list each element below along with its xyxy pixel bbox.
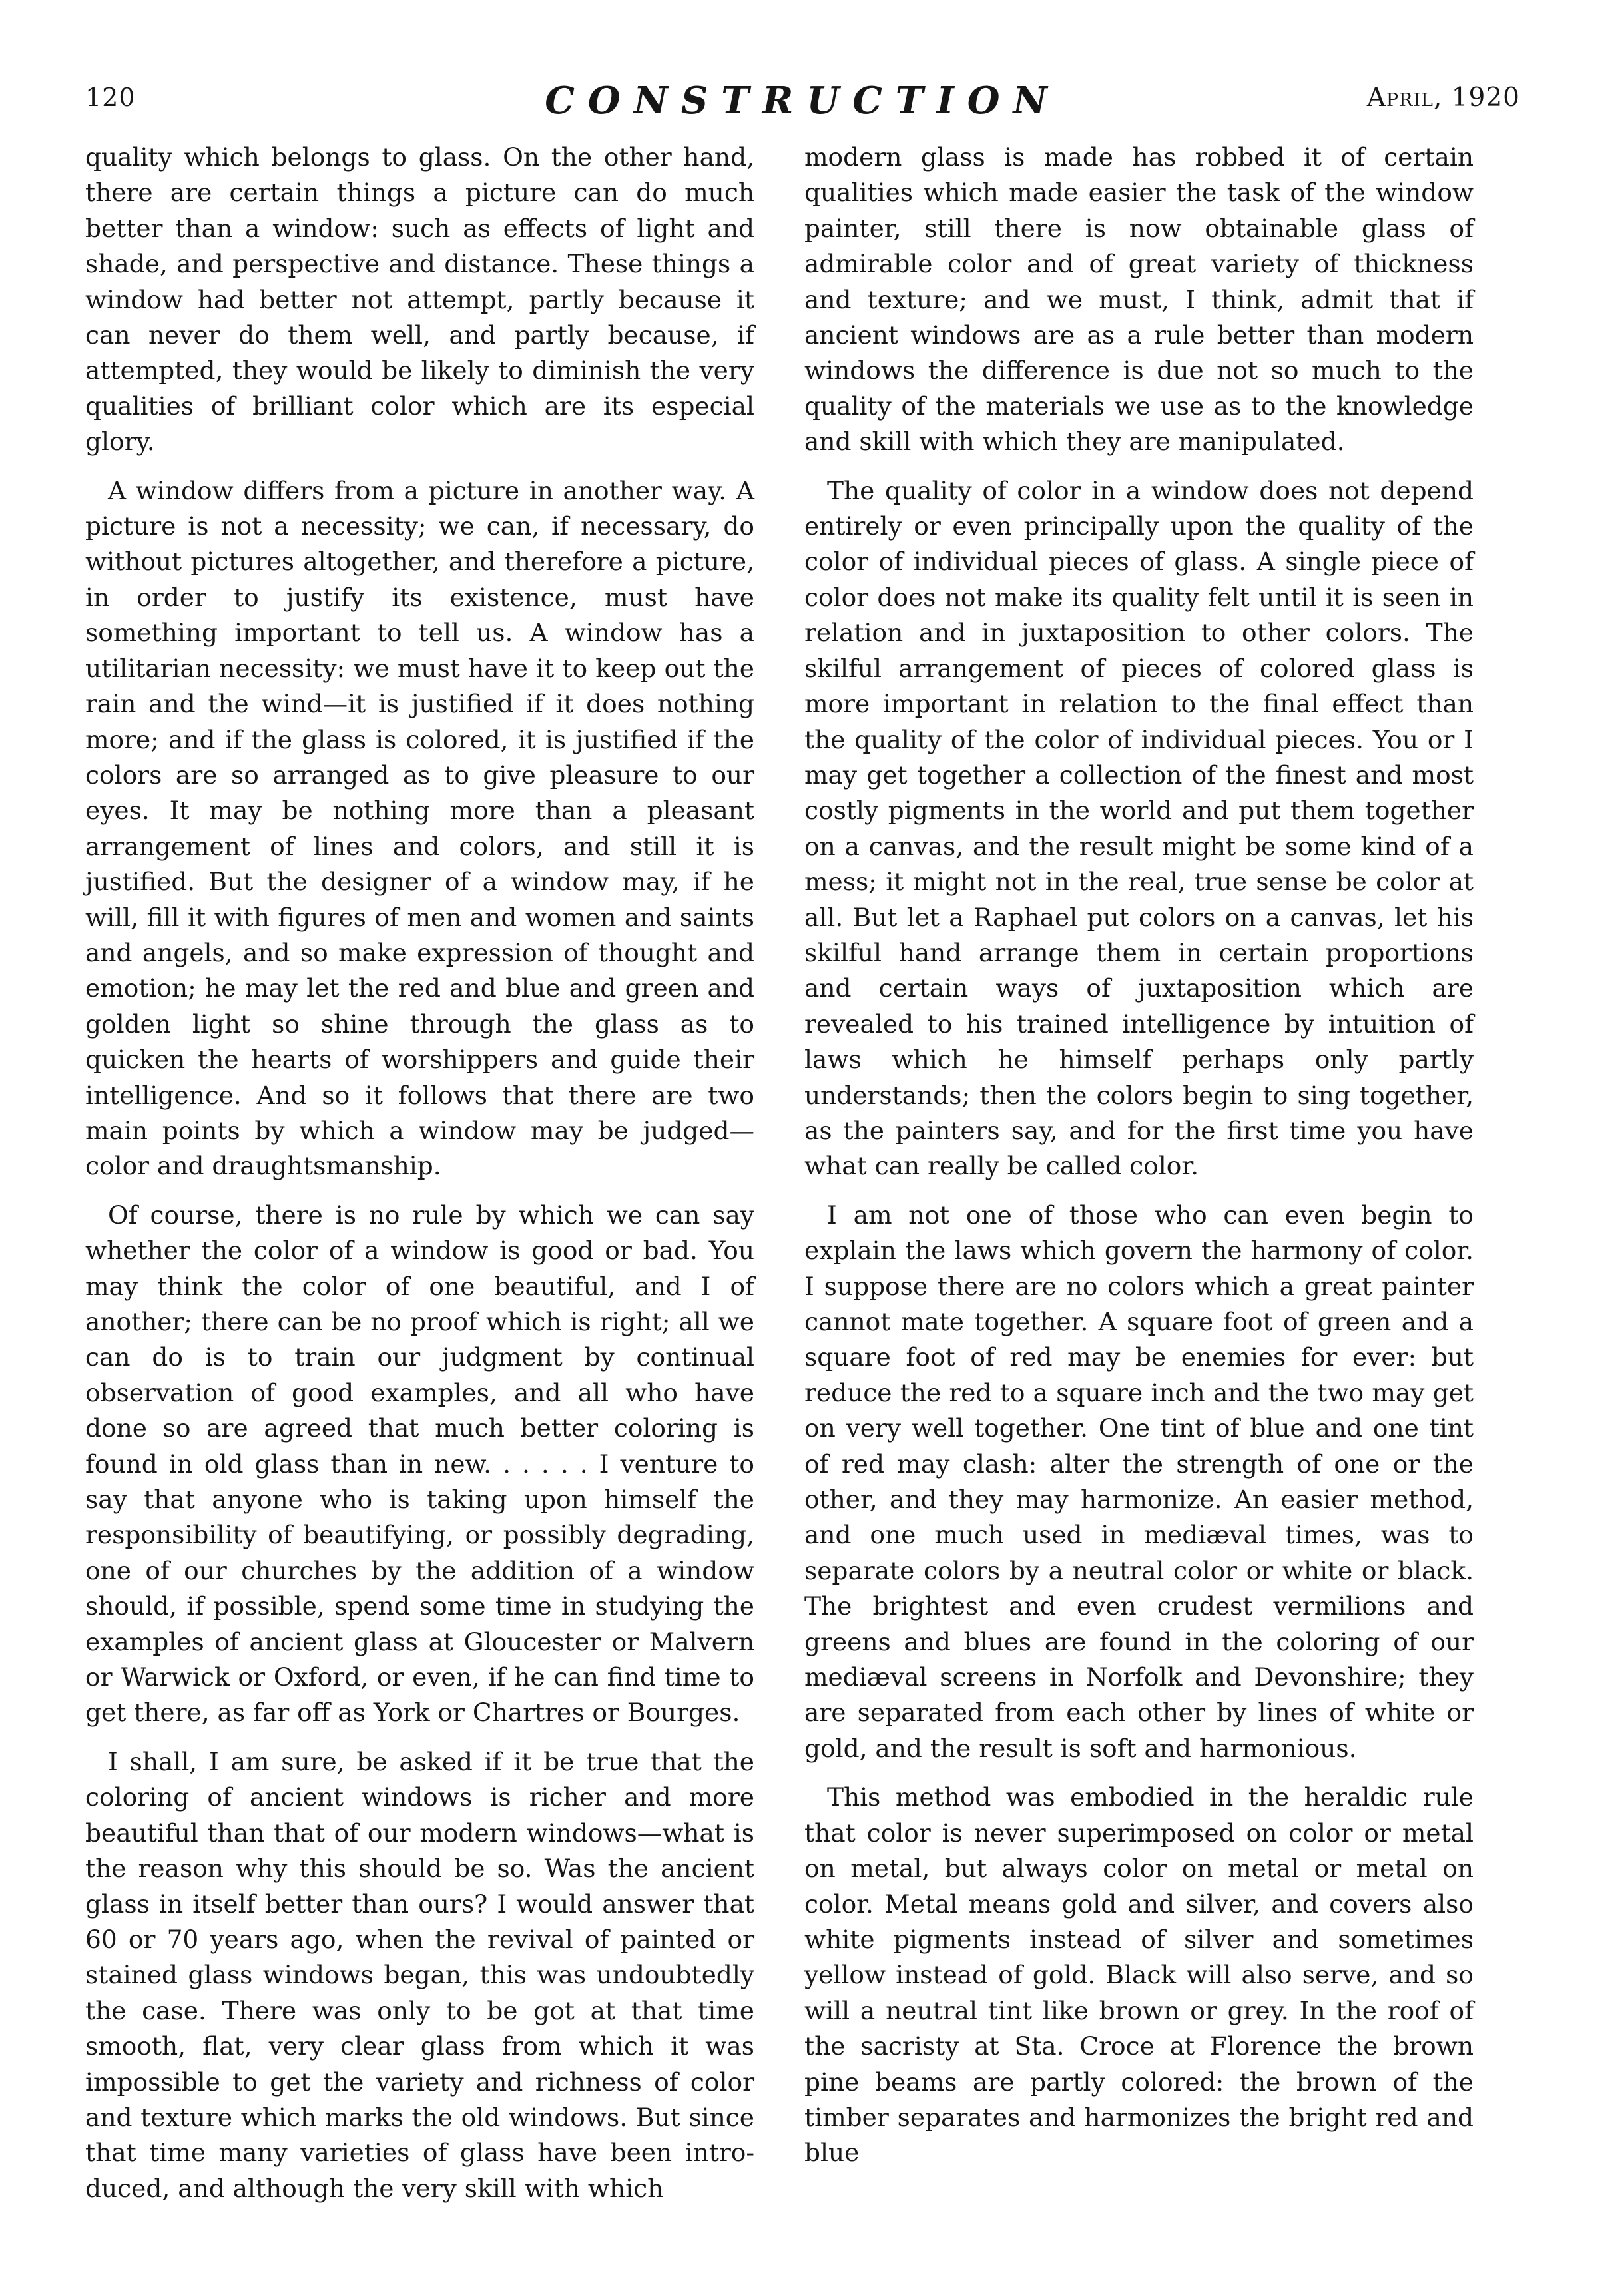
paragraph: modern glass is made has robbed it of certain qualities which made easier the task of the window painter, still there is now obtainable glass of admirable color and of great variety of thickness and texture; and we must, I think, admit that if ancient windows are as a rule better than modern windows the difference is due not so much to the quality of the materials we use as to the knowledge and skill with which they are manipulated. [804,142,1474,457]
page-number: 120 [85,83,136,112]
paragraph: I am not one of those who can even begin to explain the laws which govern the harmony of color. I suppose there are no colors which a great painter cannot mate together. A square foot of green and a square foot of red may be enemies for ever: but reduce the red to a square inch and the two may get on very well together. One tint of blue and one tint of red may clash: alter the strength of one or the other, and they may harmonize. An easier method, and one much used in mediæval times, was to separate colors by a neutral color or white or black. The brightest and even crudest vermilions and greens and blues are found in the coloring of our mediæval screens in Norfolk and Devonshire; they are separated from each other by lines of white or gold, and the result is soft and harmonious. [804,1200,1474,1763]
paragraph: This method was embodied in the heraldic rule that color is never superimposed on color or metal on metal, but always color on metal or metal on color. Metal means gold and silver, and covers also white pigments instead of silver and sometimes yellow instead of gold. Black will also serve, and so will a neutral tint like brown or grey. In the roof of the sacristy at Sta. Croce at Florence the brown pine beams are partly colored: the brown of the timber separates and harmonizes the bright red and blue [804,1782,1474,2168]
paragraph: Of course, there is no rule by which we can say whether the color of a window is good or bad. You may think the color of one beautiful, and I of another; there can be no proof which is right; all we can do is to train our judgment by continual observation of good examples, and all who have done so are agreed that much better coloring is found in old glass than in new. . . . . . I venture to say that anyone who is taking upon himself the responsibility of beautifying, or possibly degrading, one of our churches by the addition of a window should, if possible, spend some time in studying the examples of ancient glass at Gloucester or Malvern or Warwick or Oxford, or even, if he can find time to get there, as far off as York or Chartres or Bourges. [85,1200,754,1728]
right-column [804,140,1474,2171]
paragraph: A window differs from a picture in another way. A picture is not a necessity; we can, if necessary, do without pictures altogether, and therefore a picture, in order to justify its existence, must have something important to tell us. A window has a utilitarian necessity: we must have it to keep out the rain and the wind—it is justified if it does nothing more; and if the glass is colored, it is justified if the colors are so arranged as to give pleasure to our eyes. It may be nothing more than a pleasant arrangement of lines and colors, and still it is justified. But the designer of a window may, if he will, fill it with figures of men and women and saints and angels, and so make expression of thought and emotion; he may let the red and blue and green and golden light so shine through the glass as to quicken the hearts of worshippers and guide their intelligence. And so it follows that there are two main points by which a window may be judged—color and draughtsmanship. [85,475,754,1181]
left-column [85,140,754,2206]
paragraph: quality which belongs to glass. On the other hand, there are certain things a picture can do much better than a window: such as effects of light and shade, and perspective and distance. These things a window had better not attempt, partly because it can never do them well, and partly because, if attempted, they would be likely to diminish the very qualities of brilliant color which are its especial glory. [85,142,754,457]
issue-date: April, 1920 [1366,83,1520,113]
paragraph: The quality of color in a window does not depend entirely or even principally upon the quality of the color of individual pieces of glass. A single piece of color does not make its quality felt until it is seen in relation and in juxtaposition to other colors. The skilful arrangement of pieces of colored glass is more important in relation to the final effect than the quality of the color of individual pieces. You or I may get together a collection of the finest and most costly pigments in the world and put them together on a canvas, and the result might be some kind of a mess; it might not in the real, true sense be color at all. But let a Raphael put colors on a canvas, let his skilful hand arrange them in certain proportions and certain ways of juxtaposition which are revealed to his trained intelligence by intuition of laws which he himself perhaps only partly understands; then the colors begin to sing together, as the painters say, and for the first time you have what can really be called color. [804,475,1474,1181]
paragraph: I shall, I am sure, be asked if it be true that the coloring of ancient windows is richer and more beautiful than that of our modern windows—what is the reason why this should be so. Was the ancient glass in itself better than ours? I would answer that 60 or 70 years ago, when the revival of painted or stained glass windows began, this was undoubtedly the case. There was only to be got at that time smooth, flat, very clear glass from which it was impossible to get the variety and richness of color and texture which marks the old windows. But since that time many varieties of glass have been introduced, and although the very skill with which [85,1746,754,2203]
page-header [85,79,1520,132]
running-head: CONSTRUCTION [545,79,1061,123]
